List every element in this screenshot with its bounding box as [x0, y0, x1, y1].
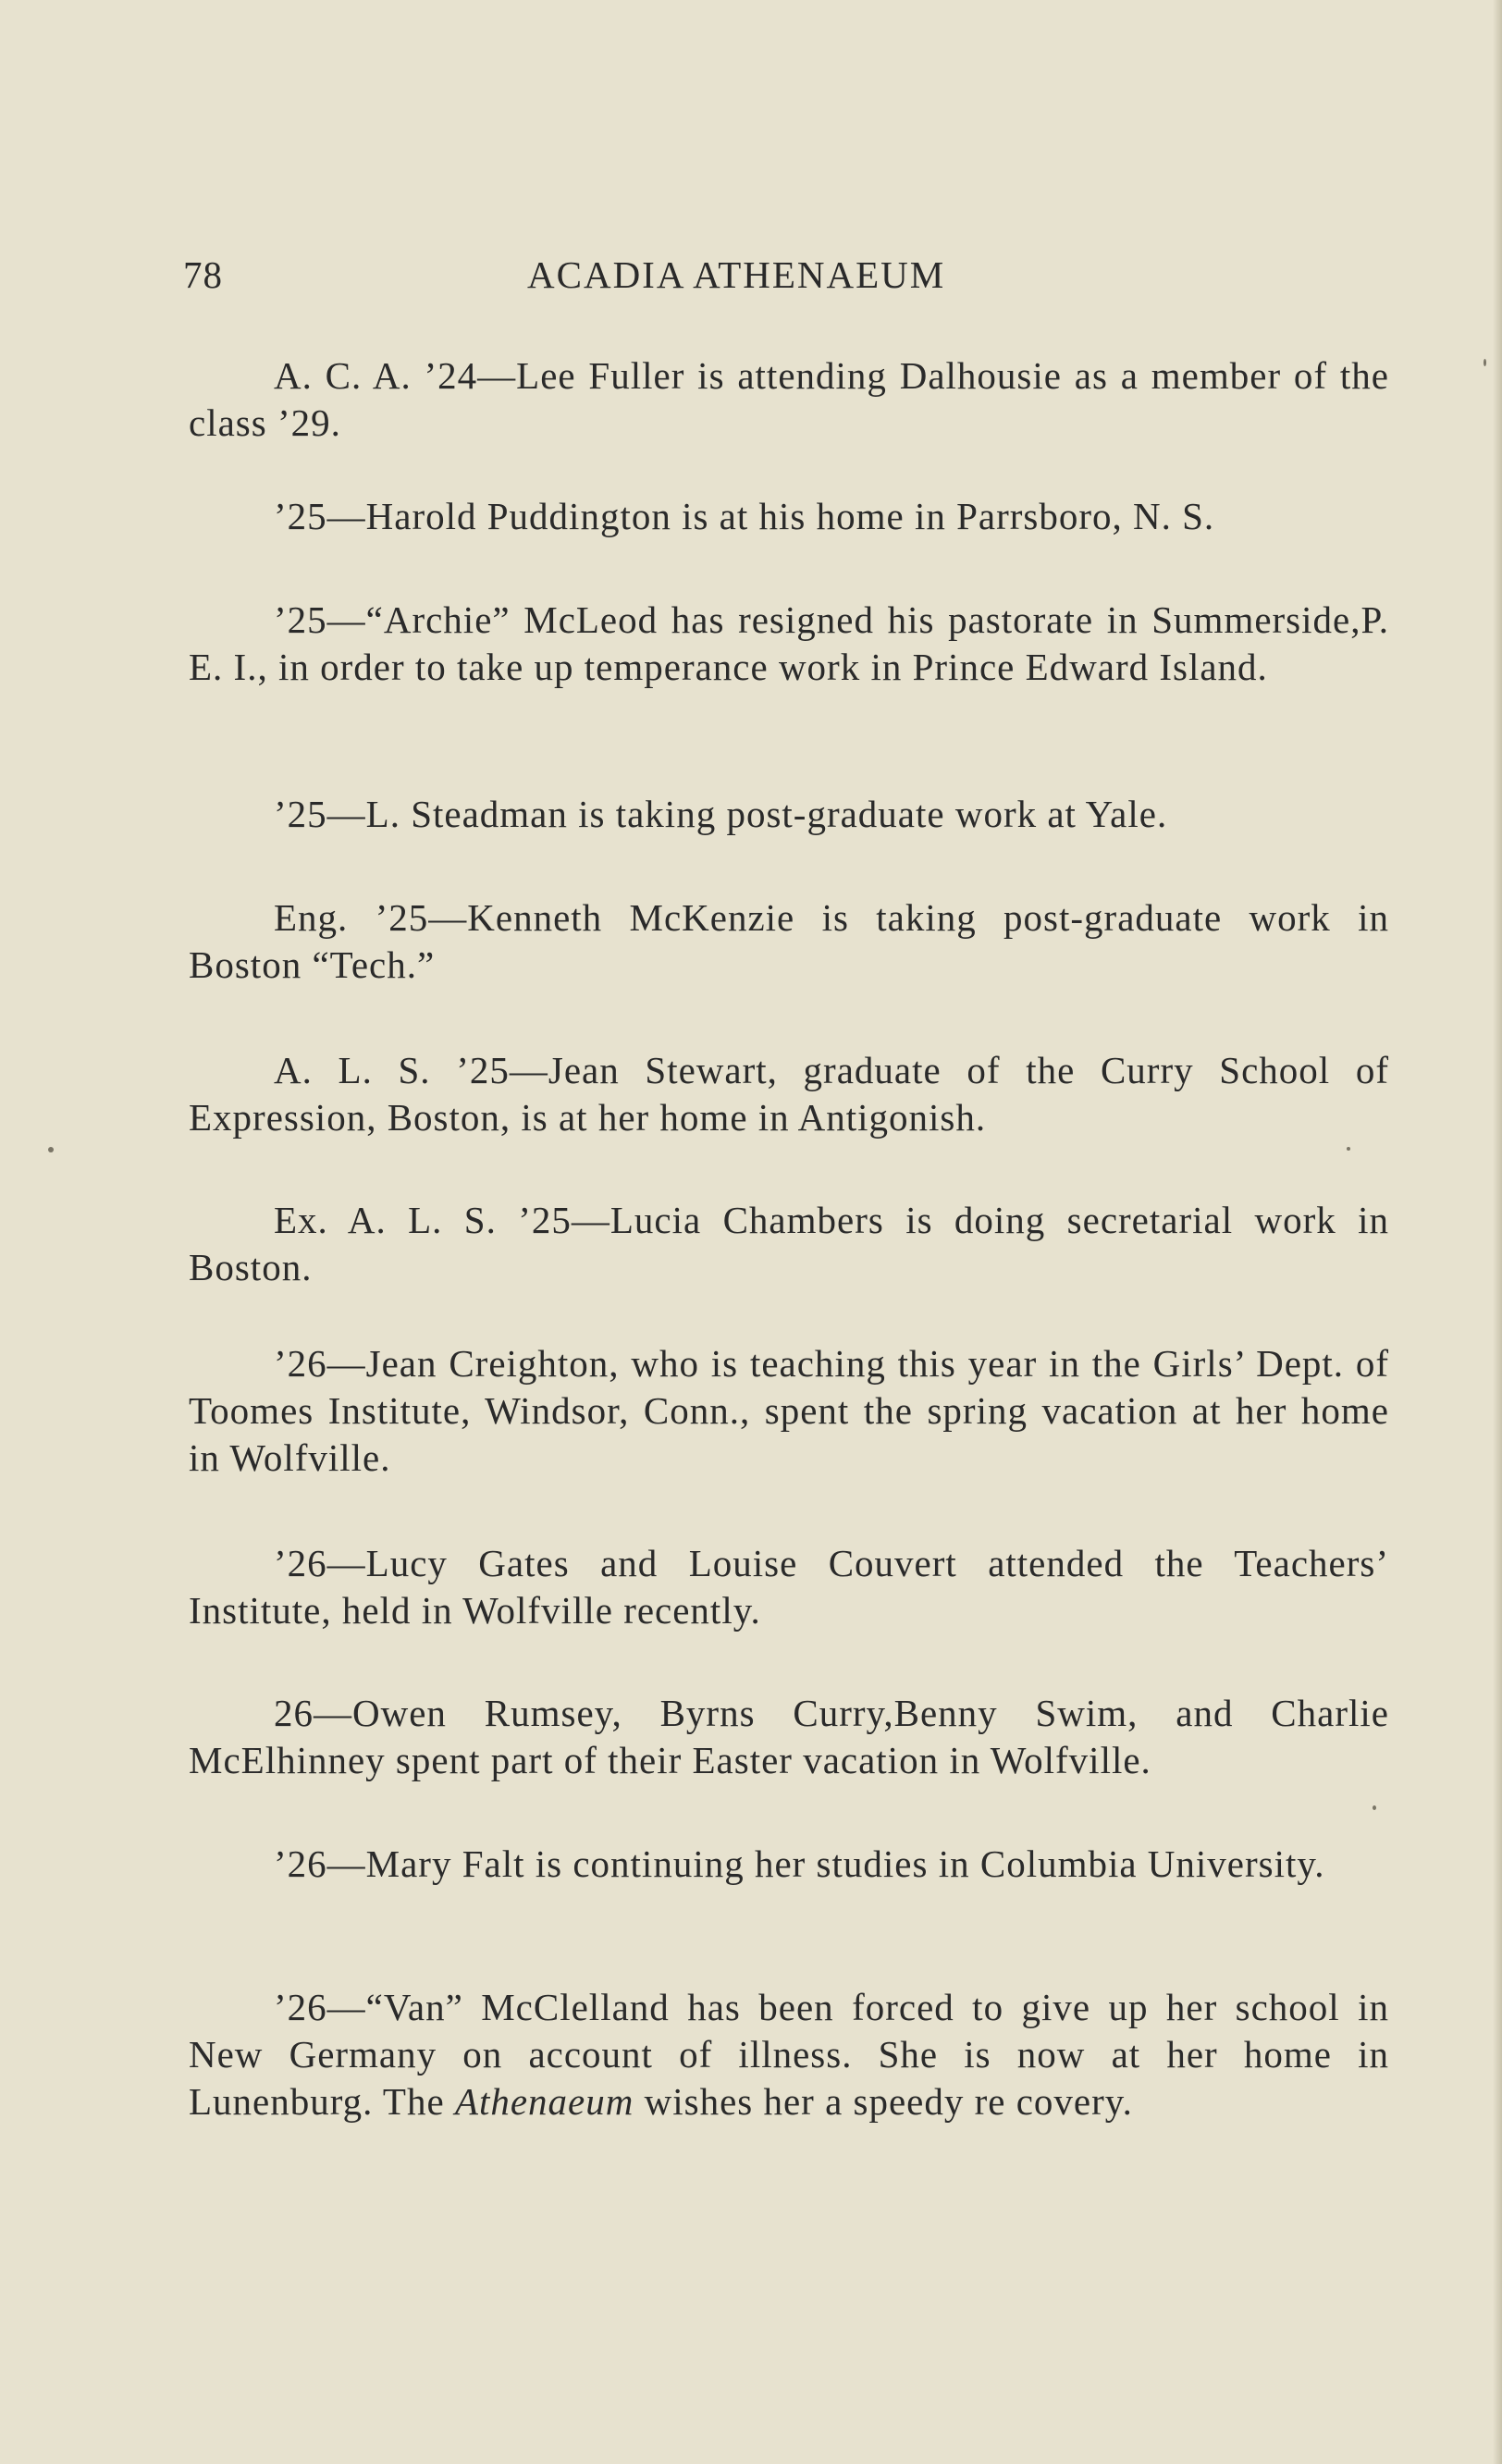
alumni-note: Ex. A. L. S. ’25—Lucia Chambers is doing secretarial work in Boston. — [189, 1199, 1389, 1288]
alumni-note — [189, 1984, 1389, 2125]
alumni-note: ’25—Harold Puddington is at his home in Parrsboro, N. S. — [274, 495, 1215, 537]
alumni-note: A. C. A. ’24—Lee Fuller is attending Dalhousie as a member of the class ’29. — [189, 354, 1389, 444]
alumni-note: Eng. ’25—Kenneth McKenzie is taking post-graduate work in Boston “Tech.” — [189, 896, 1389, 986]
alumni-note: ’26—Lucy Gates and Louise Couvert attended the Teachers’ Institute, held in Wolfville recently. — [189, 1542, 1389, 1632]
paper-speck — [48, 1147, 54, 1152]
page-header — [183, 253, 1385, 308]
paper-speck — [1484, 359, 1486, 366]
alumni-note: ’25—“Archie” McLeod has resigned his pastorate in Summerside,P. E. I., in order to take up temperance work in Prince Edward Island. — [189, 598, 1389, 688]
alumni-note: 26—Owen Rumsey, Byrns Curry,Benny Swim, and Charlie McElhinney spent part of their Easter vacation in Wolfville. — [189, 1692, 1389, 1781]
page-number: 78 — [183, 253, 223, 296]
paper-speck — [1347, 1147, 1350, 1151]
note-text: ’26—“Van” McClelland has been forced to give up her school in New Germany on account of illness. She is now at her home in Lunenburg. The — [189, 1986, 1389, 2123]
alumni-note: ’26—Mary Falt is continuing her studies in Columbia University. — [274, 1842, 1325, 1885]
note-text: wishes her a speedy re covery. — [634, 2080, 1133, 2123]
running-title: ACADIA ATHENAEUM — [527, 253, 946, 296]
alumni-note: A. L. S. ’25—Jean Stewart, graduate of the Curry School of Expression, Boston, is at her home in Antigonish. — [189, 1049, 1389, 1139]
page-edge-shadow — [1493, 0, 1502, 2464]
alumni-note: ’25—L. Steadman is taking post-graduate work at Yale. — [274, 793, 1168, 835]
journal-name-italic: Athenaeum — [454, 2080, 634, 2123]
alumni-note: ’26—Jean Creighton, who is teaching this year in the Girls’ Dept. of Toomes Institute, Windsor, Conn., spent the spring vacation at her home in Wolfville. — [189, 1342, 1389, 1479]
paper-speck — [1373, 1805, 1376, 1810]
